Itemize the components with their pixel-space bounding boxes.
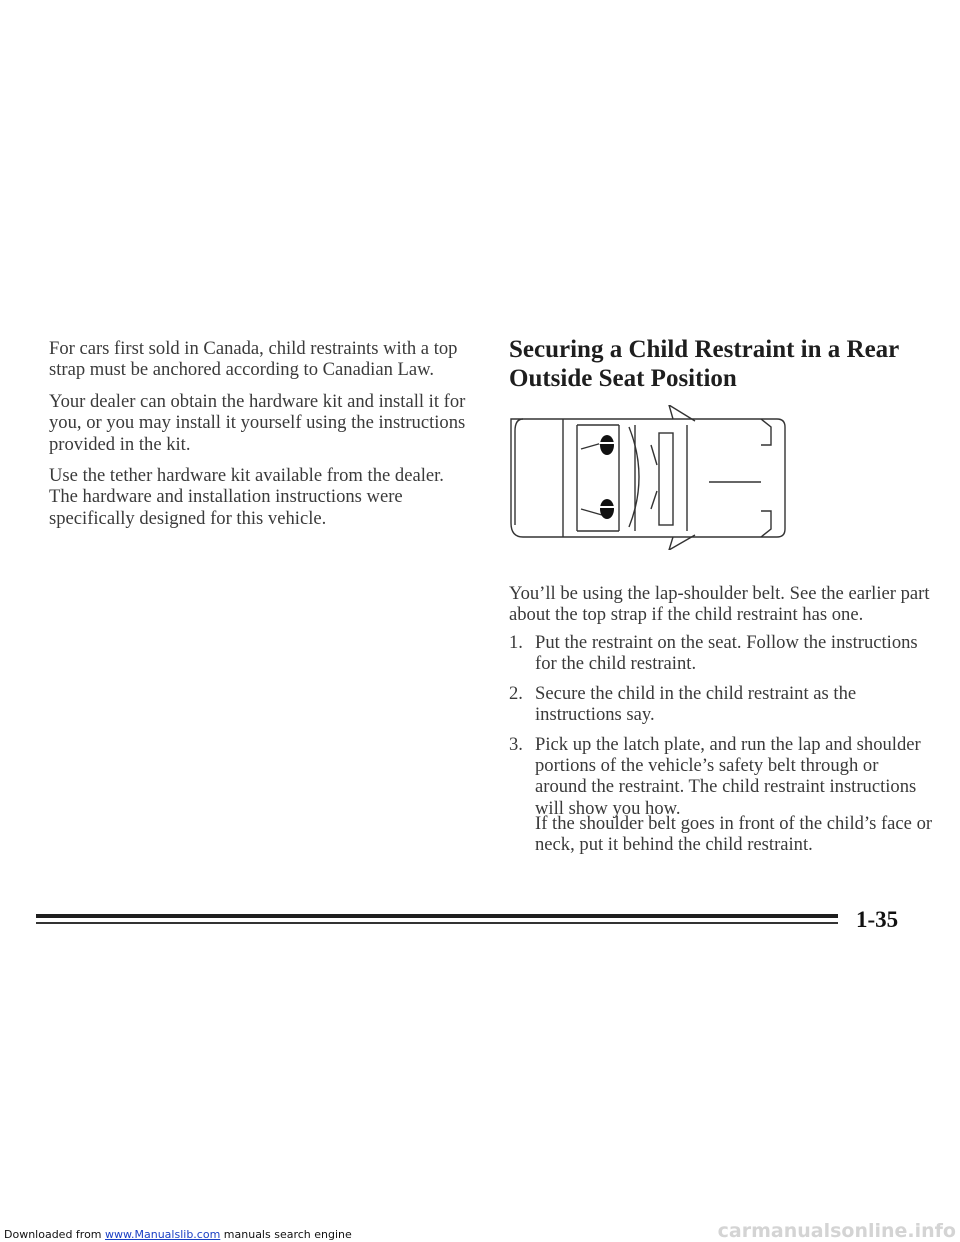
step-text: Pick up the latch plate, and run the lap and shoulder portions of the vehicle’s safety belt through or around the restraint. The child restraint instructions will show you how. xyxy=(535,733,921,819)
step-number: 1. xyxy=(509,632,523,653)
step-note: If the shoulder belt goes in front of the child’s face or neck, put it behind the child restraint. xyxy=(535,813,933,856)
footer-prefix: Downloaded from xyxy=(4,1228,102,1241)
section-intro: You’ll be using the lap-shoulder belt. See the earlier part about the top strap if the child restraint has one. xyxy=(509,583,930,626)
left-column xyxy=(49,338,469,539)
paragraph-tether-kit: Use the tether hardware kit available from the dealer. The hardware and installation instructions were specifically designed for this vehicle. xyxy=(49,465,444,529)
page-number: 1-35 xyxy=(856,907,899,932)
manualslib-link[interactable]: www.Manualslib.com xyxy=(105,1228,221,1241)
car-top-view-icon xyxy=(509,405,789,550)
paragraph-canada-law: For cars first sold in Canada, child restraints with a top strap must be anchored according to Canadian Law. xyxy=(49,338,458,381)
seat-position-marker-icon xyxy=(599,435,615,519)
section-heading: Securing a Child Restraint in a Rear Outside Seat Position xyxy=(509,336,899,392)
steps-list xyxy=(509,632,934,827)
footer-suffix: manuals search engine xyxy=(223,1228,352,1241)
paragraph-dealer-kit: Your dealer can obtain the hardware kit and install it for you, or you may install it yourself using the instructions provided in the kit. xyxy=(49,390,466,455)
watermark: carmanualsonline.info xyxy=(717,1220,956,1242)
step-number: 3. xyxy=(509,733,523,755)
list-item xyxy=(509,734,934,820)
step-text: Put the restraint on the seat. Follow the instructions for the child restraint. xyxy=(535,632,918,675)
step-number: 2. xyxy=(509,682,523,704)
section-header xyxy=(509,335,934,393)
download-footer xyxy=(4,1228,352,1241)
step-text: Secure the child in the child restraint as the instructions say. xyxy=(535,682,857,726)
page-rule xyxy=(36,914,838,918)
list-item xyxy=(509,683,934,726)
list-item xyxy=(509,632,934,675)
page-rule-thin xyxy=(36,922,838,924)
